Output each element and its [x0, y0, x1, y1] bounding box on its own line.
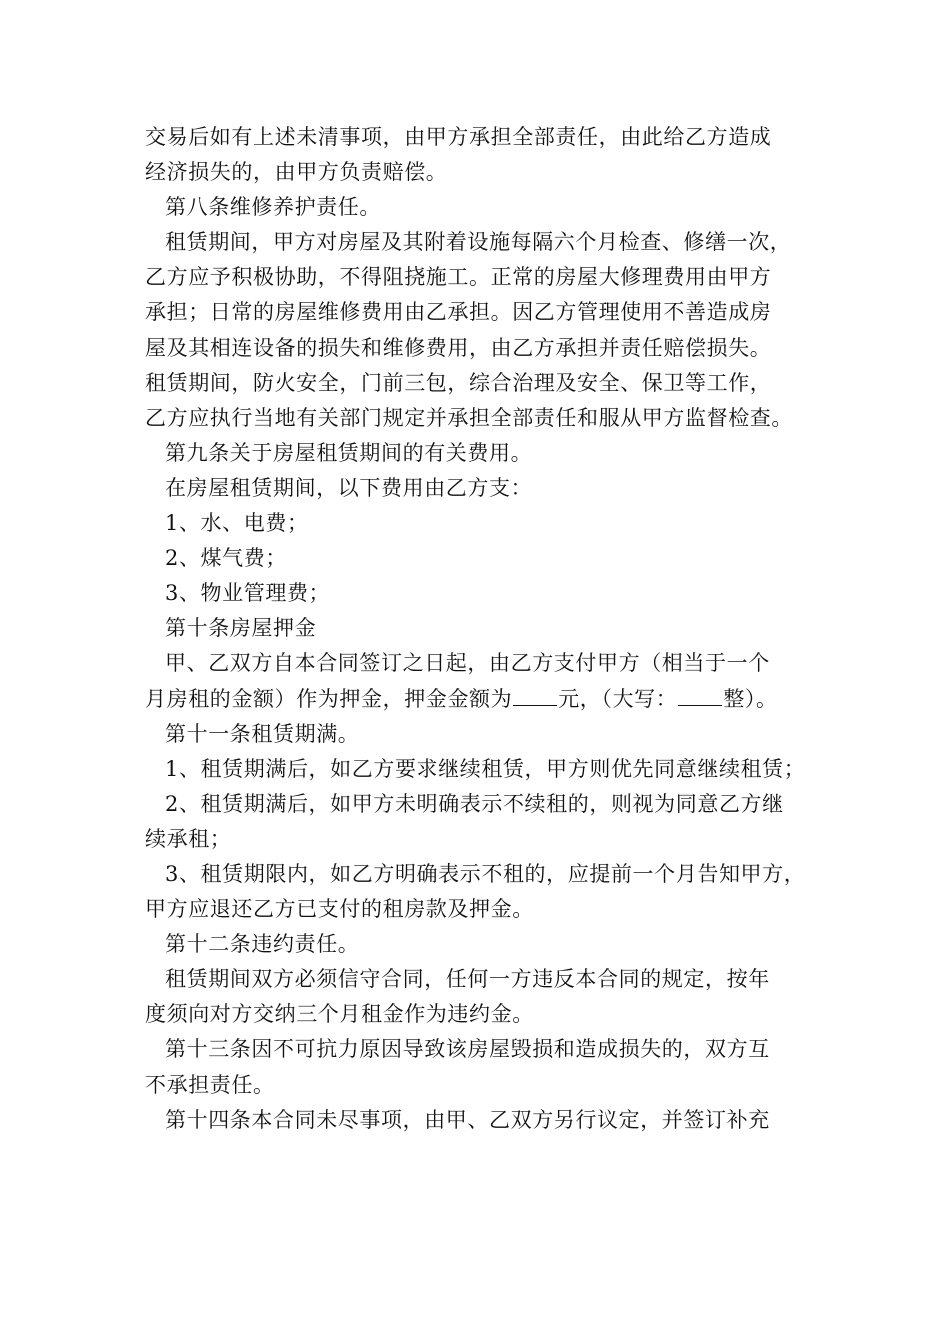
deposit-capital-blank	[678, 687, 722, 706]
article-8-heading: 第八条维修养护责任。	[165, 195, 381, 220]
text-line: 甲、乙双方自本合同签订之日起，由乙方支付甲方（相当于一个	[165, 651, 770, 676]
article-11-heading: 第十一条租赁期满。	[165, 721, 360, 746]
text-line: 交易后如有上述未清事项，由甲方承担全部责任，由此给乙方造成	[145, 125, 772, 149]
text-line: 租赁期间，防火安全，门前三包，综合治理及安全、保卫等工作，	[145, 370, 772, 395]
deposit-unit-text: 元，（大写：	[558, 686, 678, 711]
text-line: 甲方应退还乙方已支付的租房款及押金。	[145, 897, 534, 922]
text-line: 屋及其相连设备的损失和维修费用，由乙方承担并责任赔偿损失。	[145, 335, 772, 360]
text-line: 乙方应执行当地有关部门规定并承担全部责任和服从甲方监督检查。	[145, 405, 793, 430]
text-line: 在房屋租赁期间，以下费用由乙方支：	[165, 475, 533, 500]
article-14-text: 第十四条本合同未尽事项，由甲、乙双方另行议定，并签订补充	[165, 1107, 770, 1132]
list-item: 2、煤气费；	[165, 546, 287, 571]
document-body	[145, 120, 825, 1138]
deposit-end-text: 整）。	[723, 686, 778, 711]
text-line: 租赁期间双方必须信守合同，任何一方违反本合同的规定，按年	[165, 967, 770, 992]
deposit-amount-blank	[513, 687, 557, 706]
list-item: 2、租赁期满后，如甲方未明确表示不续租的，则视为同意乙方继	[165, 791, 784, 816]
article-10-heading: 第十条房屋押金	[165, 616, 317, 641]
text-line: 经济损失的，由甲方负责赔偿。	[145, 160, 448, 185]
text-line: 度须向对方交纳三个月租金作为违约金。	[145, 1002, 534, 1027]
text-line: 租赁期间，甲方对房屋及其附着设施每隔六个月检查、修缮一次，	[165, 230, 792, 255]
list-item: 3、物业管理费；	[165, 581, 331, 606]
list-item: 1、租赁期满后，如乙方要求继续租赁，甲方则优先同意继续租赁；	[165, 756, 806, 781]
text-line: 承担；日常的房屋维修费用由乙承担。因乙方管理使用不善造成房	[145, 300, 772, 325]
text-line: 不承担责任。	[145, 1072, 275, 1097]
text-line: 乙方应予积极协助，不得阻挠施工。正常的房屋大修理费用由甲方	[145, 265, 772, 290]
article-9-heading: 第九条关于房屋租赁期间的有关费用。	[165, 440, 533, 465]
text-line: 续承租；	[145, 826, 232, 851]
deposit-line	[145, 682, 825, 717]
deposit-text: 月房租的金额）作为押金，押金金额为	[145, 686, 513, 711]
article-13-text: 第十三条因不可抗力原因导致该房屋毁损和造成损失的，双方互	[165, 1037, 770, 1062]
article-12-heading: 第十二条违约责任。	[165, 932, 360, 957]
list-item: 1、水、电费；	[165, 511, 309, 536]
list-item: 3、租赁期限内，如乙方明确表示不租的，应提前一个月告知甲方，	[165, 861, 806, 886]
